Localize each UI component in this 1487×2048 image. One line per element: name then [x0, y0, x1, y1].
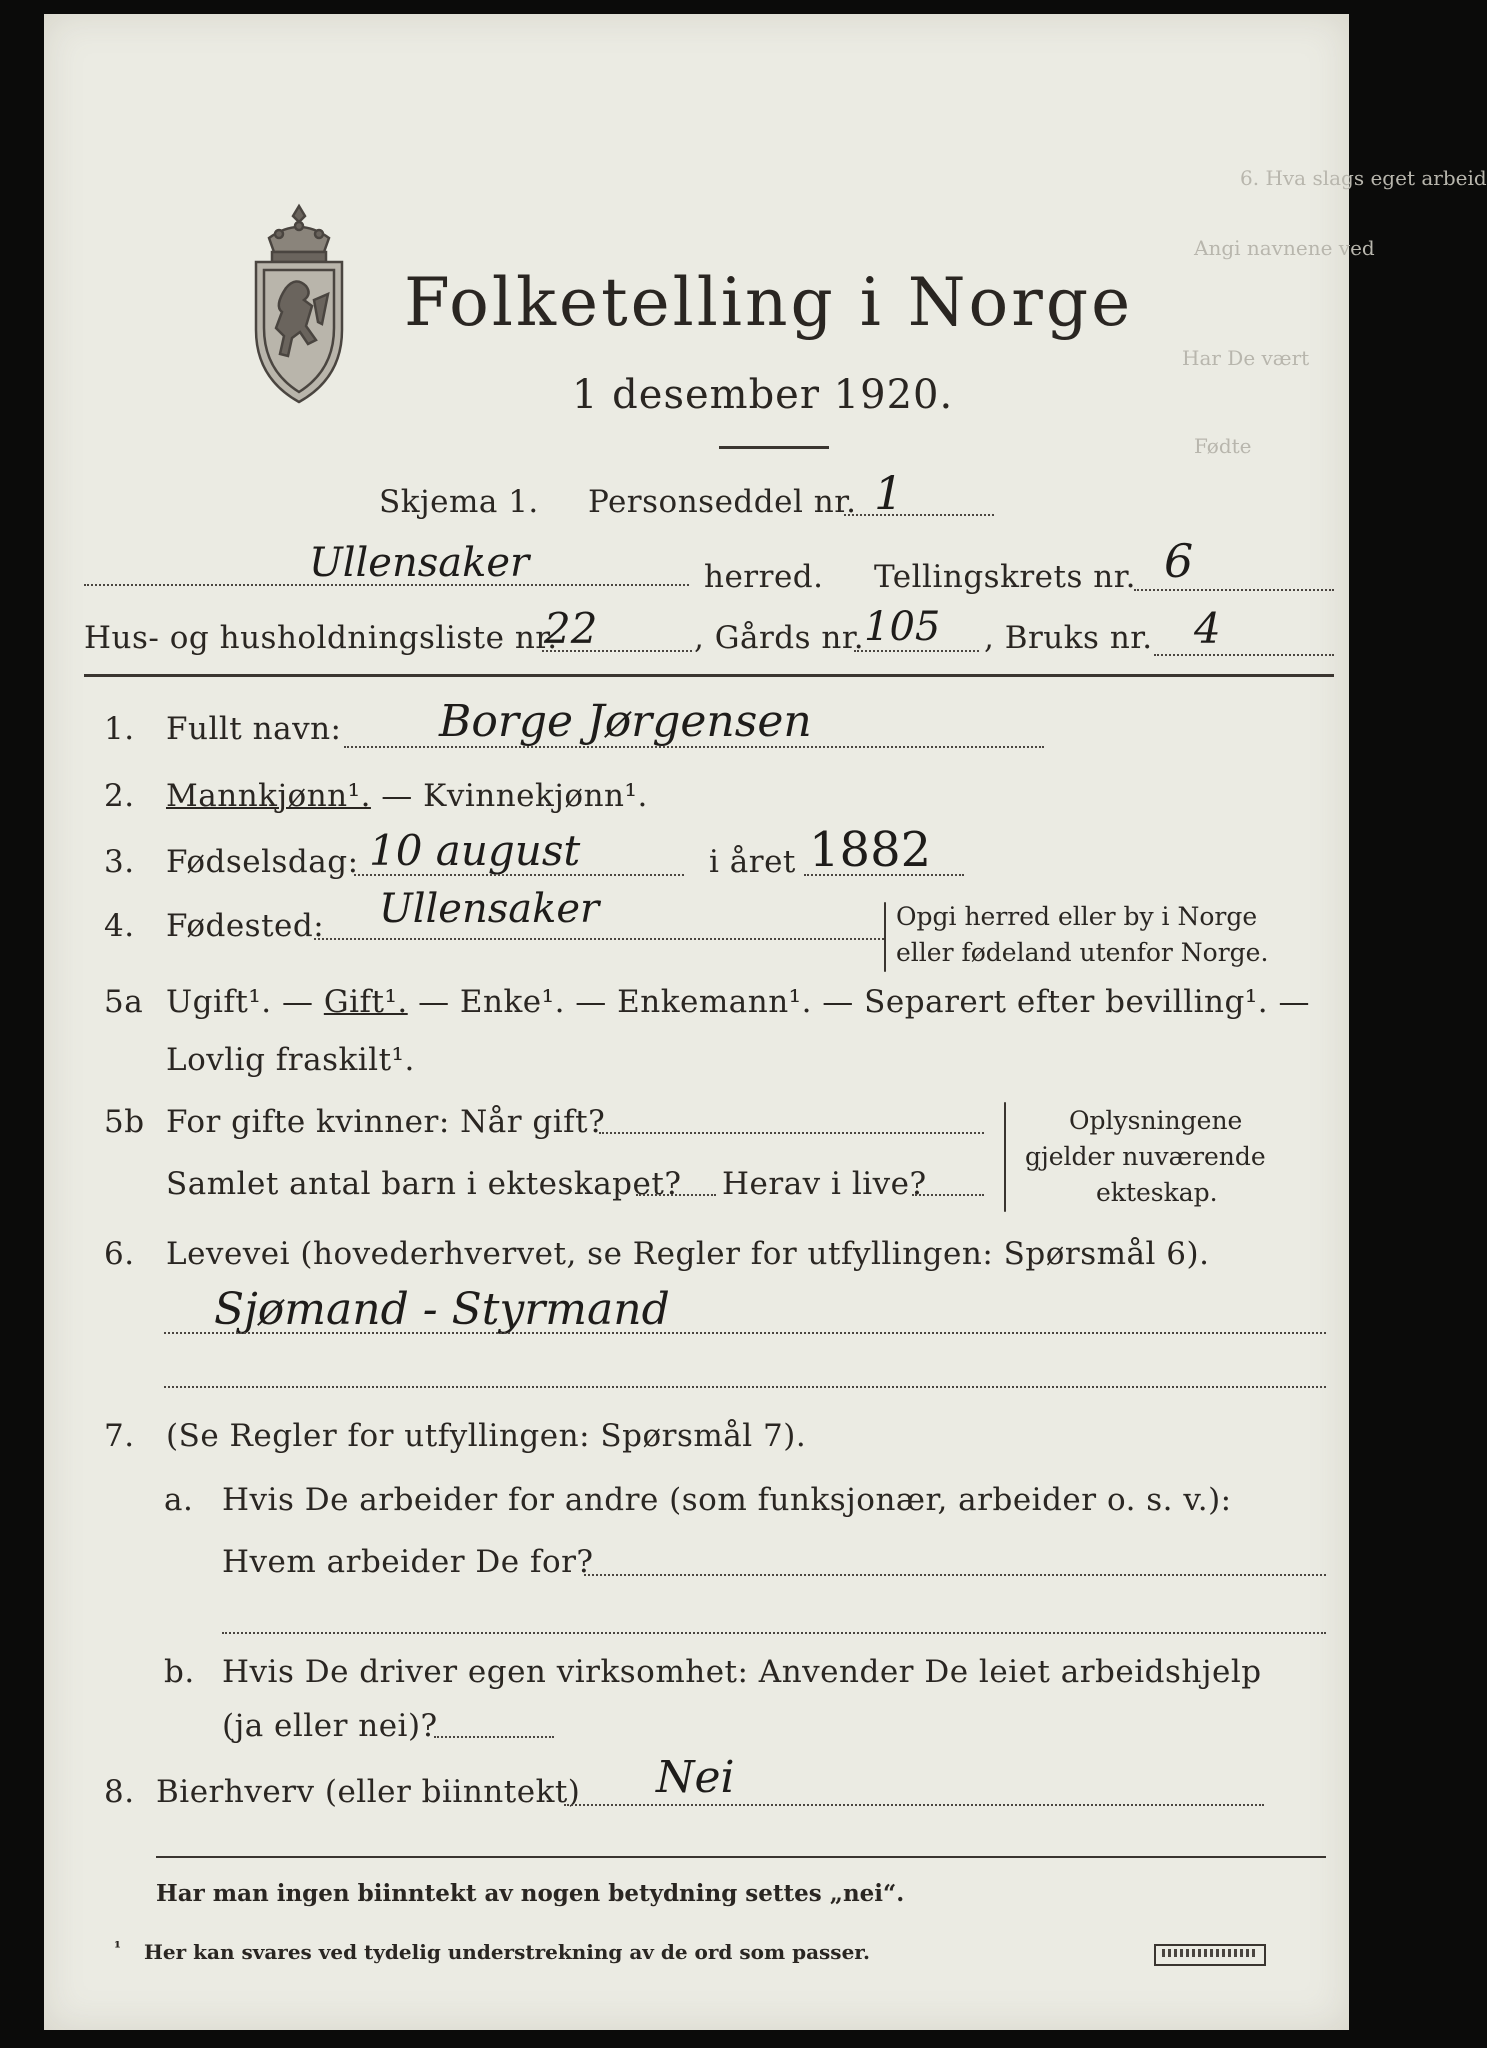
- q6-number: 6.: [104, 1236, 135, 1272]
- alive-line: [912, 1194, 984, 1196]
- printer-stamp: [1154, 1944, 1266, 1966]
- occupation-line-1: [164, 1332, 1326, 1334]
- footnote: Her kan svares ved tydelig understrekning av de ord som passer.: [144, 1940, 870, 1964]
- occupation-value: Sjømand - Styrmand: [214, 1284, 670, 1335]
- skjema-label: Skjema 1.: [379, 484, 539, 520]
- q7-label: (Se Regler for utfyllingen: Spørsmål 7).: [166, 1418, 807, 1454]
- herred-value: Ullensaker: [309, 540, 530, 586]
- marriage-note-2: gjelder nuværende: [1025, 1142, 1266, 1171]
- census-date: 1 desember 1920.: [572, 372, 954, 418]
- census-form-page: 6. Hva slags eget arbeid Angi navnene ved Har De vært Fødte Folketelling i Norge 1 desember 1920. Skjema 1. Personseddel nr. 1 Ullensaker herred. Tellingskrets nr. 6 Hus- og husholdningsliste nr. 22 , Gårds nr. 105 , Bruks nr. 4 1. Fullt navn: Borge Jørgensen 2. Mannkjønn¹. — Kvinnekjønn¹. 3. Fødselsdag: 10 august i året 1882 4. Fødested: Ullensaker Opgi herred eller by i Norge eller fødeland utenfor Norge. 5a Ugift¹. — Gift¹. — Enke¹. — Enkemann¹. — Separert efter bevilling¹. — Lovlig fraskilt¹. 5b For gifte kvinner: Når gift? Samlet antal barn i ekteskapet? Herav i live? Oplysningene gjelder nuværende ekteskap. 6. Levevei (hovederhvervet, se Regler for utfyllingen: Spørsmål 6). Sjømand - Styrmand 7. (Se Regler for utfyllingen: Spørsmål 7). a. Hvis De arbeider for andre (som funksjonær, arbeider o. s. v.): Hvem arbeider De for? b. Hvis De driver egen virksomhet: Anvender De leiet arbeidshjelp (ja eller nei)? 8. Bierhverv (eller biinntekt) Nei Har man ingen biinntekt av nogen betydning settes „nei“. ¹ Her kan svares ved tydelig understrekning av de ord som passer.: [44, 14, 1349, 2030]
- marriage-note-brace: [1004, 1102, 1006, 1212]
- side-income-value: Nei: [656, 1752, 735, 1803]
- personseddel-label: Personseddel nr.: [588, 484, 857, 520]
- birthday-value: 10 august: [369, 826, 581, 875]
- herred-label: herred.: [704, 559, 824, 595]
- bruks-line: [1154, 654, 1334, 656]
- gards-label: , Gårds nr.: [694, 620, 865, 656]
- status-fraskilt: Lovlig fraskilt¹.: [166, 1042, 415, 1078]
- q4-label: Fødested:: [166, 908, 325, 944]
- status-other: — Enke¹. — Enkemann¹. — Separert efter bevilling¹. —: [407, 984, 1310, 1020]
- q7a-question: Hvis De arbeider for andre (som funksjonær, arbeider o. s. v.):: [222, 1482, 1232, 1518]
- q2-number: 2.: [104, 778, 135, 814]
- tellingskrets-label: Tellingskrets nr.: [874, 559, 1136, 595]
- full-name-line: [344, 746, 1044, 748]
- children-line: [636, 1194, 716, 1196]
- q5b-alive: Herav i live?: [722, 1166, 927, 1202]
- status-dash: —: [271, 984, 324, 1020]
- birthday-line: [354, 874, 684, 876]
- full-name-value: Borge Jørgensen: [439, 696, 812, 747]
- gender-separator: —: [370, 778, 424, 814]
- q7-number: 7.: [104, 1418, 135, 1454]
- birth-year-label: i året: [709, 844, 796, 880]
- q6-label: Levevei (hovederhvervet, se Regler for utfyllingen: Spørsmål 6).: [166, 1236, 1210, 1272]
- norwegian-coat-of-arms-icon: [244, 200, 354, 410]
- birthplace-note-2: eller fødeland utenfor Norge.: [896, 938, 1269, 967]
- q5b-number: 5b: [104, 1104, 145, 1140]
- personseddel-line: [844, 514, 994, 516]
- form-title: Folketelling i Norge: [404, 264, 1134, 341]
- yes-no-line: [434, 1736, 554, 1738]
- gender-female: Kvinnekjønn¹.: [423, 778, 648, 814]
- q7b-yes-no-label: (ja eller nei)?: [222, 1708, 438, 1744]
- employer-line-1: [584, 1574, 1326, 1576]
- hus-value: 22: [544, 604, 598, 653]
- gender-options: [166, 778, 648, 814]
- q7a-mark: a.: [164, 1482, 194, 1518]
- q3-number: 3.: [104, 844, 135, 880]
- married-when-line: [599, 1132, 984, 1134]
- q3-label: Fødselsdag:: [166, 844, 359, 880]
- bruks-value: 4: [1194, 604, 1221, 653]
- birthplace-note-1: Opgi herred eller by i Norge: [896, 902, 1258, 931]
- employer-line-2: [222, 1632, 1326, 1634]
- marriage-note-3: ekteskap.: [1096, 1178, 1218, 1207]
- q7b-mark: b.: [164, 1654, 195, 1690]
- q1-label: Fullt navn:: [166, 711, 342, 747]
- birthplace-line: [314, 938, 884, 940]
- marriage-note-1: Oplysningene: [1069, 1106, 1243, 1135]
- footer-divider: [156, 1856, 1326, 1858]
- tellingskrets-value: 6: [1164, 534, 1194, 588]
- marital-status-options: [166, 984, 1310, 1020]
- bruks-label: , Bruks nr.: [984, 620, 1153, 656]
- q5a-number: 5a: [104, 984, 144, 1020]
- personseddel-value: 1: [874, 466, 904, 520]
- hus-label: Hus- og husholdningsliste nr.: [84, 620, 558, 656]
- q4-number: 4.: [104, 908, 135, 944]
- hus-line: [542, 650, 692, 652]
- q5b-children: Samlet antal barn i ekteskapet?: [166, 1166, 682, 1202]
- birthplace-value: Ullensaker: [379, 886, 600, 932]
- gards-line: [854, 650, 979, 652]
- footer-note: Har man ingen biinntekt av nogen betydning settes „nei“.: [156, 1880, 905, 1907]
- gender-male: Mannkjønn¹.: [166, 778, 371, 814]
- birth-year-value: 1882: [809, 822, 932, 878]
- q8-label: Bierhverv (eller biinntekt): [156, 1774, 581, 1810]
- q1-number: 1.: [104, 711, 135, 747]
- status-ugift: Ugift¹.: [166, 984, 272, 1020]
- tellingskrets-line: [1134, 589, 1334, 591]
- title-rule: [719, 446, 829, 449]
- q5b-married-when: For gifte kvinner: Når gift?: [166, 1104, 606, 1140]
- q7b-question: Hvis De driver egen virksomhet: Anvender De leiet arbeidshjelp: [222, 1654, 1262, 1690]
- side-income-line: [564, 1804, 1264, 1806]
- footnote-mark: ¹: [114, 1938, 122, 1957]
- occupation-line-2: [164, 1386, 1326, 1388]
- header-divider: [84, 674, 1334, 677]
- herred-line: [84, 584, 689, 586]
- status-gift: Gift¹.: [323, 984, 408, 1020]
- gards-value: 105: [864, 604, 941, 650]
- q7a-employer-label: Hvem arbeider De for?: [222, 1544, 594, 1580]
- q8-number: 8.: [104, 1774, 135, 1810]
- birth-year-line: [804, 874, 964, 876]
- birthplace-brace: [884, 902, 886, 972]
